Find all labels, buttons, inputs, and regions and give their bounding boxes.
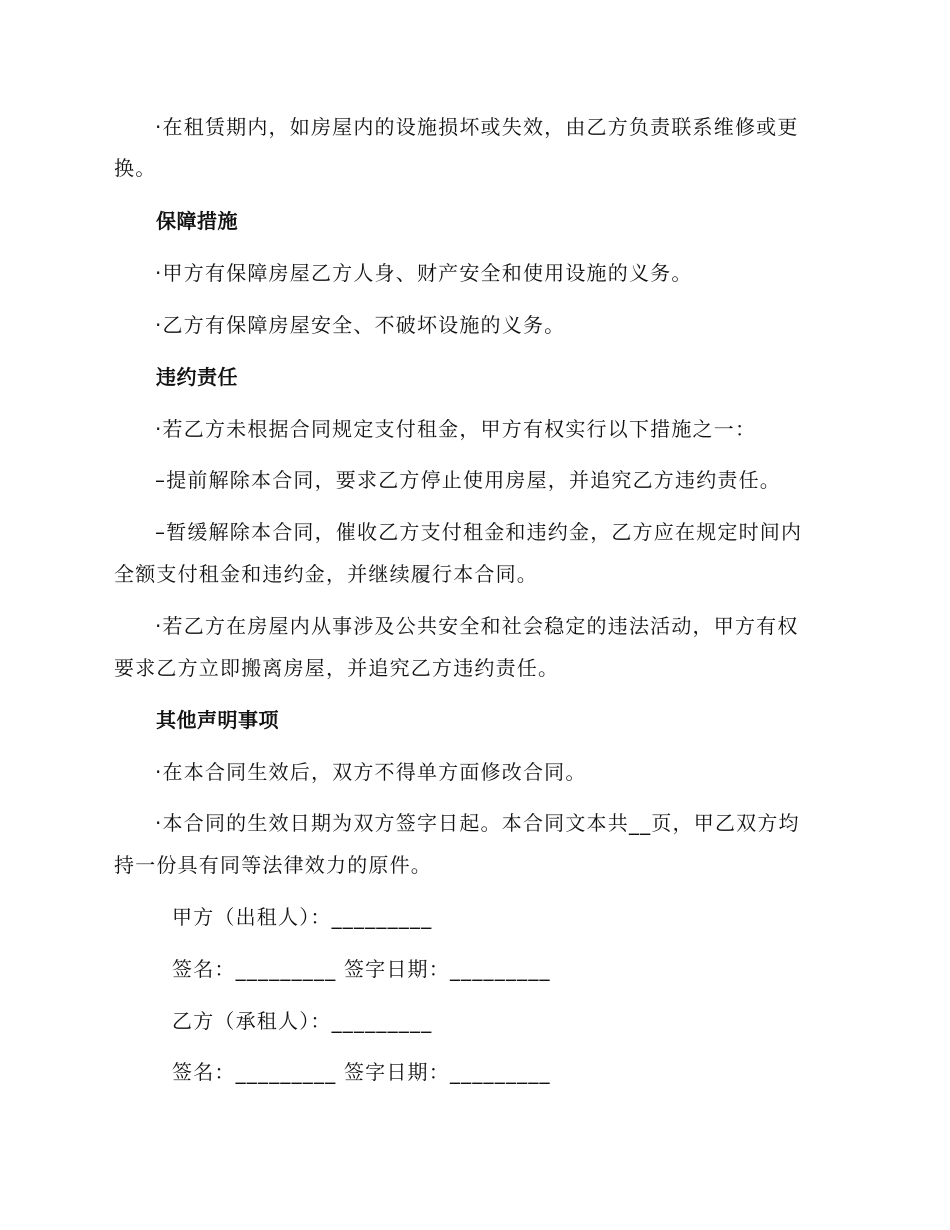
- breach-clause-1: ·若乙方未根据合同规定支付租金，甲方有权实行以下措施之一：: [155, 417, 757, 441]
- party-b-signature-line: 签名：_________ 签字日期：_________: [172, 1060, 551, 1084]
- breach-clause-2-line-2: 要求乙方立即搬离房屋，并追究乙方违约责任。: [114, 656, 560, 680]
- breach-clause-2-line-1: ·若乙方在房屋内从事涉及公共安全和社会稳定的违法活动，甲方有权: [155, 614, 799, 638]
- party-a-label: 甲方（出租人）：_________: [172, 905, 433, 929]
- breach-heading: 违约责任: [156, 365, 238, 389]
- other-heading: 其他声明事项: [156, 708, 279, 732]
- party-a-signature-line: 签名：_________ 签字日期：_________: [172, 957, 551, 981]
- other-clause-2-line-1: ·本合同的生效日期为双方签字日起。本合同文本共__页，甲乙双方均: [155, 811, 800, 835]
- repair-clause-line-2: 换。: [114, 156, 157, 180]
- breach-subclause-2-line-2: 全额支付租金和违约金，并继续履行本合同。: [114, 562, 538, 586]
- protection-heading: 保障措施: [156, 209, 238, 233]
- other-clause-2-line-2: 持一份具有同等法律效力的原件。: [114, 853, 432, 877]
- repair-clause-line-1: ·在租赁期内，如房屋内的设施损坏或失效，由乙方负责联系维修或更: [155, 115, 799, 139]
- breach-subclause-2-line-1: –暂缓解除本合同，催收乙方支付租金和违约金，乙方应在规定时间内: [155, 520, 803, 544]
- protection-clause-1: ·甲方有保障房屋乙方人身、财产安全和使用设施的义务。: [155, 261, 693, 285]
- protection-clause-2: ·乙方有保障房屋安全、不破坏设施的义务。: [155, 313, 566, 337]
- breach-subclause-1: –提前解除本合同，要求乙方停止使用房屋，并追究乙方违约责任。: [155, 468, 781, 492]
- party-b-label: 乙方（承租人）：_________: [172, 1009, 433, 1033]
- other-clause-1: ·在本合同生效后，双方不得单方面修改合同。: [155, 760, 587, 784]
